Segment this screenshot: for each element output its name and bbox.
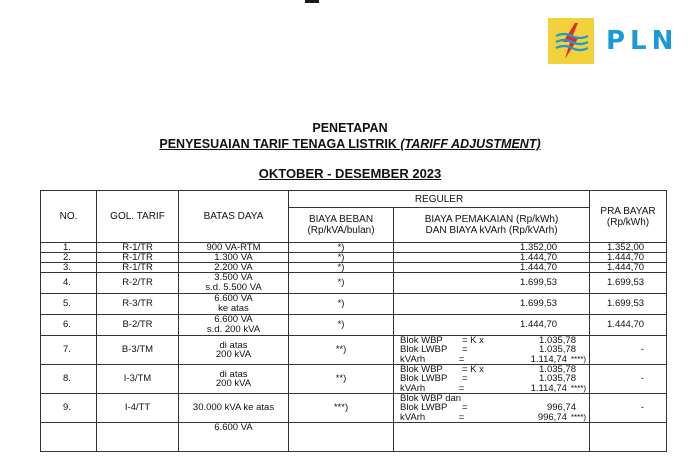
blok-value: 1.035,78 bbox=[539, 344, 576, 356]
row-no: 1. bbox=[41, 243, 97, 253]
row-biaya-pemakaian-blok bbox=[394, 336, 590, 365]
col-header-biaya-pemakaian bbox=[394, 208, 590, 243]
table-row bbox=[41, 294, 667, 315]
row-pra-bayar: 1.352,00 bbox=[590, 243, 667, 253]
biaya-kvarh-label: DAN BIAYA kVArh (Rp/kVArh) bbox=[425, 225, 558, 236]
blok-eq: = K x bbox=[462, 335, 484, 347]
blok-label: Blok LWBP bbox=[400, 402, 448, 414]
table-row bbox=[41, 394, 667, 423]
row-biaya-beban bbox=[289, 423, 394, 452]
row-batas-daya: 6.600 VA bbox=[179, 423, 289, 452]
blok-eq: = bbox=[458, 411, 465, 423]
blok-value: 1.114,74 bbox=[530, 382, 567, 394]
row-gol-tarif: R-1/TR bbox=[97, 243, 179, 253]
row-pra-bayar: 1.444,70 bbox=[590, 253, 667, 263]
row-gol-tarif: B-2/TR bbox=[97, 315, 179, 336]
row-biaya-beban: *) bbox=[289, 263, 394, 273]
col-header-no: NO. bbox=[41, 191, 97, 243]
blok-line bbox=[400, 413, 586, 422]
doc-title-text: PENYESUAIAN TARIF TENAGA LISTRIK (TARIFF ADJUSTMENT) bbox=[159, 137, 541, 151]
row-no: 7. bbox=[41, 336, 97, 365]
row-biaya-beban: **) bbox=[289, 365, 394, 394]
batas-daya-line-2: 200 kVA bbox=[215, 378, 252, 389]
batas-daya-line-1: 6.600 VA bbox=[214, 293, 253, 304]
batas-daya-line-2: ke atas bbox=[218, 303, 249, 314]
row-no: 6. bbox=[41, 315, 97, 336]
row-pra-bayar: - bbox=[590, 365, 667, 394]
row-biaya-pemakaian: 1.699,53 bbox=[394, 273, 590, 294]
row-biaya-pemakaian-blok bbox=[394, 365, 590, 394]
row-gol-tarif: I-3/TM bbox=[97, 365, 179, 394]
blok-eq: = bbox=[462, 373, 468, 385]
row-gol-tarif bbox=[97, 423, 179, 452]
pln-bolt-icon bbox=[548, 18, 594, 64]
blok-footnote-mark: ****) bbox=[570, 383, 587, 393]
table-row bbox=[41, 263, 667, 273]
blok-label: Blok LWBP bbox=[400, 344, 448, 356]
row-no bbox=[41, 423, 97, 452]
tariff-table bbox=[40, 190, 667, 452]
row-biaya-pemakaian: 1.444,70 bbox=[394, 253, 590, 263]
row-gol-tarif: R-3/TR bbox=[97, 294, 179, 315]
blok-value: 1.035,78 bbox=[539, 364, 576, 376]
batas-daya-line-1: di atas bbox=[219, 368, 248, 380]
row-gol-tarif: R-1/TR bbox=[97, 253, 179, 263]
pln-logo-text: PLN bbox=[606, 26, 679, 56]
col-header-biaya-beban bbox=[289, 208, 394, 243]
col-header-gol-tarif: GOL. TARIF bbox=[97, 191, 179, 243]
table-row bbox=[41, 336, 667, 365]
row-biaya-pemakaian bbox=[394, 423, 590, 452]
row-batas-daya bbox=[179, 294, 289, 315]
row-no: 4. bbox=[41, 273, 97, 294]
blok-footnote-mark: ****) bbox=[570, 354, 587, 364]
row-biaya-beban: *) bbox=[289, 273, 394, 294]
doc-title-tariff-adjustment bbox=[0, 137, 700, 151]
col-header-batas-daya: BATAS DAYA bbox=[179, 191, 289, 243]
row-biaya-pemakaian: 1.444,70 bbox=[394, 263, 590, 273]
row-batas-daya: 2.200 VA bbox=[179, 263, 289, 273]
table-row-partial bbox=[41, 423, 667, 452]
blok-value: 1.035,78 bbox=[539, 373, 576, 385]
row-biaya-beban: *) bbox=[289, 253, 394, 263]
row-no: 9. bbox=[41, 394, 97, 423]
top-edge-mark bbox=[305, 0, 319, 3]
doc-title-penetapan: PENETAPAN bbox=[312, 121, 388, 135]
batas-daya-line-2: s.d. 5.500 VA bbox=[205, 282, 262, 293]
batas-daya-line-1: di atas bbox=[219, 339, 248, 351]
row-biaya-beban: ***) bbox=[289, 394, 394, 423]
blok-label: Blok WBP bbox=[400, 364, 443, 376]
blok-value: 1.114,74 bbox=[530, 353, 567, 365]
table-row bbox=[41, 273, 667, 294]
row-batas-daya bbox=[179, 365, 289, 394]
blok-eq: = bbox=[462, 402, 468, 414]
row-biaya-beban: *) bbox=[289, 315, 394, 336]
blok-line bbox=[400, 384, 586, 393]
row-pra-bayar: - bbox=[590, 394, 667, 423]
row-batas-daya: 30.000 kVA ke atas bbox=[179, 394, 289, 423]
blok-eq: = bbox=[462, 344, 468, 356]
pra-bayar-label: PRA BAYAR bbox=[600, 205, 656, 217]
row-gol-tarif: R-2/TR bbox=[97, 273, 179, 294]
table-row bbox=[41, 365, 667, 394]
row-no: 5. bbox=[41, 294, 97, 315]
row-biaya-pemakaian: 1.352,00 bbox=[394, 243, 590, 253]
blok-eq bbox=[462, 394, 522, 403]
doc-period: OKTOBER - DESEMBER 2023 bbox=[258, 166, 442, 181]
row-no: 2. bbox=[41, 253, 97, 263]
row-gol-tarif: R-1/TR bbox=[97, 263, 179, 273]
row-biaya-beban: *) bbox=[289, 243, 394, 253]
row-pra-bayar: 1.699,53 bbox=[590, 273, 667, 294]
blok-label: kVArh bbox=[400, 411, 426, 423]
blok-value: 1.035,78 bbox=[539, 335, 576, 347]
row-pra-bayar bbox=[590, 423, 667, 452]
biaya-pemakaian-label: BIAYA PEMAKAIAN (Rp/kWh) bbox=[424, 214, 559, 225]
row-batas-daya: 900 VA-RTM bbox=[179, 243, 289, 253]
row-pra-bayar: 1.699,53 bbox=[590, 294, 667, 315]
col-header-pra-bayar bbox=[590, 191, 667, 243]
batas-daya-line-1: 3.500 VA bbox=[214, 272, 253, 283]
row-biaya-pemakaian-blok bbox=[394, 394, 590, 423]
row-pra-bayar: 1.444,70 bbox=[590, 263, 667, 273]
table-row bbox=[41, 315, 667, 336]
blok-footnote-mark: ****) bbox=[570, 412, 587, 422]
pln-logo bbox=[548, 18, 678, 64]
blok-line bbox=[400, 355, 586, 364]
col-header-reguler: REGULER bbox=[289, 191, 590, 208]
blok-label: Blok WBP dan bbox=[400, 393, 462, 405]
row-biaya-pemakaian: 1.699,53 bbox=[394, 294, 590, 315]
blok-label: Blok LWBP bbox=[400, 373, 448, 385]
row-batas-daya bbox=[179, 273, 289, 294]
batas-daya-line-2: 200 kVA bbox=[215, 349, 252, 360]
row-gol-tarif: I-4/TT bbox=[97, 394, 179, 423]
row-biaya-pemakaian: 1.444,70 bbox=[394, 315, 590, 336]
row-pra-bayar: - bbox=[590, 336, 667, 365]
blok-label: Blok WBP bbox=[400, 335, 443, 347]
blok-value: 996,74 bbox=[537, 411, 567, 423]
row-biaya-beban: *) bbox=[289, 294, 394, 315]
table-header-row-1 bbox=[41, 191, 667, 208]
blok-label: kVArh bbox=[400, 353, 426, 365]
blok-label: kVArh bbox=[400, 382, 426, 394]
batas-daya-line-2: s.d. 200 kVA bbox=[206, 324, 261, 335]
blok-value: 996,74 bbox=[546, 402, 576, 414]
table-row bbox=[41, 253, 667, 263]
row-biaya-beban: **) bbox=[289, 336, 394, 365]
row-batas-daya: 1.300 VA bbox=[179, 253, 289, 263]
biaya-beban-unit: (Rp/kVA/bulan) bbox=[307, 225, 375, 236]
pra-bayar-unit: (Rp/kWh) bbox=[606, 216, 650, 228]
table-row bbox=[41, 243, 667, 253]
row-batas-daya bbox=[179, 315, 289, 336]
row-batas-daya bbox=[179, 336, 289, 365]
row-no: 3. bbox=[41, 263, 97, 273]
biaya-beban-label: BIAYA BEBAN bbox=[308, 214, 374, 225]
blok-eq: = K x bbox=[462, 364, 484, 376]
blok-eq: = bbox=[458, 353, 465, 365]
batas-daya-line-1: 6.600 VA bbox=[214, 314, 253, 325]
row-gol-tarif: B-3/TM bbox=[97, 336, 179, 365]
row-no: 8. bbox=[41, 365, 97, 394]
blok-eq: = bbox=[458, 382, 465, 394]
row-pra-bayar: 1.444,70 bbox=[590, 315, 667, 336]
